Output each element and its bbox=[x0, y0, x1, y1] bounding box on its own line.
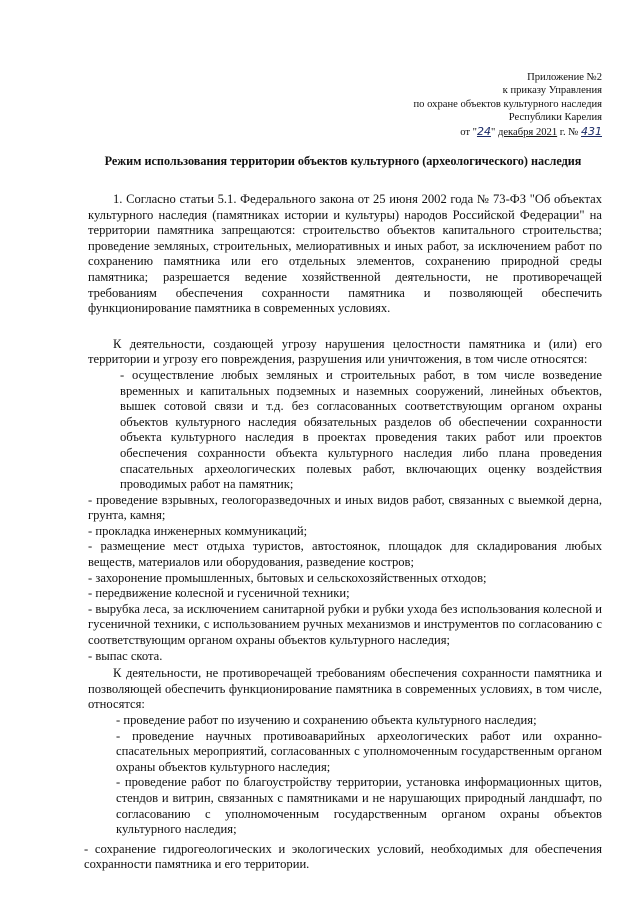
allowed-item: - проведение научных противоаварийных археологических работ или охранно-спасательных мероприятий, согласованных с уполномоченным государственным органом охраны объектов культурного наследия; bbox=[116, 728, 602, 774]
paragraph-allowed-intro: К деятельности, не противоречащей требованиям обеспечения сохранности памятника и позволяющей обеспечить функционирование памятника в современных условиях, в том числе, относятся: bbox=[88, 666, 602, 712]
date-mid: " bbox=[490, 126, 498, 138]
order-number-handwritten: 431 bbox=[581, 124, 602, 138]
document-title: Режим использования территории объектов культурного (археологического) наследия bbox=[104, 154, 582, 168]
paragraph-prohibitions: 1. Согласно статьи 5.1. Федерального закона от 25 июня 2002 года № 73-ФЗ "Об объектах культурного наследия (памятниках истории и культуры) народов Российской Федерации" на территории памятника запрещаются: строительство объектов капитального строительства; проведение земляных, строительных, мелиоративных и иных работ, за исключением работ по сохранению памятника или его отдельных элементов, сохранению природной среды памятника; разрешается ведение хозяйственной деятельности, не противоречащей требованиям обеспечения сохранности памятника и позволяющей обеспечить функционирование памятника в современных условиях. bbox=[88, 192, 602, 316]
threat-item: - прокладка инженерных коммуникаций; bbox=[88, 523, 308, 538]
threat-item: - размещение мест отдыха туристов, автостоянок, площадок для складирования любых веществ, материалов или оборудования, разведение костров; bbox=[88, 539, 602, 570]
date-suffix: г. № bbox=[557, 126, 581, 138]
allowed-item: - проведение работ по изучению и сохранению объекта культурного наследия; bbox=[116, 713, 537, 727]
approval-line-republic: Республики Карелия bbox=[508, 112, 602, 124]
date-prefix: от " bbox=[460, 126, 477, 138]
allowed-item: - проведение работ по благоустройству территории, установка информационных щитов, стендов и витрин, связанных с памятниками и не нарушающих природный ландшафт, по согласованию с уполномоченным государственным органом охраны объектов культурного наследия; bbox=[116, 775, 602, 837]
date-day-handwritten: 24 bbox=[476, 124, 491, 138]
approval-line-appendix: Приложение №2 bbox=[527, 72, 602, 83]
approval-date-line bbox=[414, 125, 602, 139]
paragraph-threats-intro: К деятельности, создающей угрозу нарушения целостности памятника и (или) его территории и угрозу его повреждения, разрушения или уничтожения, в том числе относятся: bbox=[88, 336, 602, 367]
paragraph-gap bbox=[88, 317, 602, 337]
approval-line-order: к приказу Управления bbox=[502, 85, 602, 97]
threat-item: - передвижение колесной и гусеничной техники; bbox=[88, 586, 350, 601]
threat-item: - осуществление любых земляных и строительных работ, в том числе возведение временных и капитальных подземных и наземных сооружений, линейных объектов, вышек сотовой связи и т.д. без согласованных соответствующим органом охраны объектов культурного наследия обязательных разделов об обеспечении сохранности объекта культурного наследия в проектах проведения таких работ или проектов обеспечения сохранности объекта культурного наследия либо плана проведения спасательных археологических полевых работ, включающих оценку воздействия проводимых работ на памятник; bbox=[120, 367, 602, 492]
threat-item: - выпас скота. bbox=[88, 648, 163, 663]
approval-line-department: по охране объектов культурного наследия bbox=[413, 98, 602, 110]
threat-item: - проведение взрывных, геологоразведочных и иных видов работ, связанных с выемкой дерна, грунта, камня; bbox=[88, 492, 602, 523]
approval-block bbox=[414, 71, 602, 139]
threat-item: - захоронение промышленных, бытовых и сельскохозяйственных отходов; bbox=[88, 570, 487, 585]
allowed-item-last: - сохранение гидрогеологических и экологических условий, необходимых для обеспечения сохранности памятника и его территории. bbox=[84, 841, 602, 872]
threat-item: - вырубка леса, за исключением санитарной рубки и рубки ухода без использования колесной и гусеничной техники, с использованием ручных механизмов и инструментов по согласованию с соответствующим органом охраны объектов культурного наследия; bbox=[88, 601, 602, 648]
document-body bbox=[84, 192, 602, 873]
date-month-year: декабря 2021 bbox=[497, 126, 558, 138]
